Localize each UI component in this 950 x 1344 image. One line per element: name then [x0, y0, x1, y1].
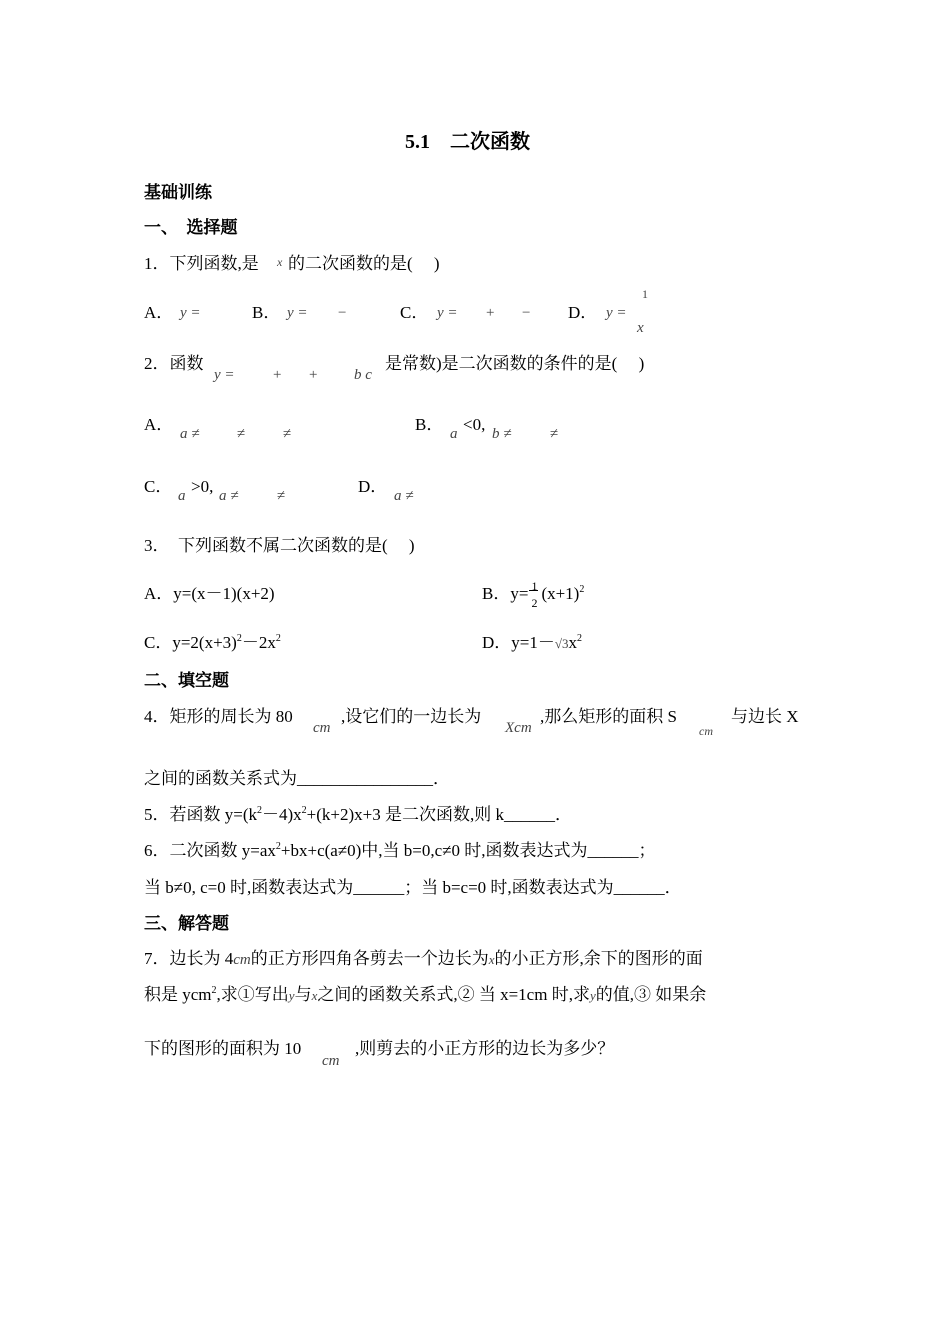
- q4-s3: ,那么矩形的面积 S: [540, 707, 677, 726]
- q1-option-b-math: y =: [287, 305, 308, 321]
- q1-option-d-numerator: 1: [642, 287, 648, 301]
- q2-option-b-m1: b ≠: [492, 426, 512, 442]
- fraction-bar: [529, 590, 538, 591]
- q7-l1-var: x: [488, 952, 495, 967]
- q6-sq: 2: [275, 841, 281, 852]
- part-heading-answer: 三、解答题: [144, 914, 229, 933]
- q7-l2-a: 积是 ycm: [144, 985, 212, 1004]
- q6-line2: 当 b≠0, c=0 时,函数表达式为______；当 b=c=0 时,函数表达式为______．: [144, 878, 682, 897]
- q3-option-c-mid: －2x: [241, 633, 276, 652]
- sqrt-3: √3: [554, 636, 569, 651]
- q7-l1-c: 的小正方形,余下的图形的面: [494, 949, 703, 968]
- q5-sq1: 2: [257, 805, 262, 816]
- q7-l2-x: x: [311, 988, 318, 1003]
- q7-l2-sq: 2: [211, 985, 217, 996]
- q7-l2-b: ,求①写出: [216, 985, 289, 1004]
- q1-option-b-label: B．: [252, 303, 281, 322]
- q5-sq2: 2: [301, 805, 307, 816]
- q5-mid2: +(k+2)x+3 是二次函数,则 k______．: [306, 805, 573, 824]
- q1-option-c-math: y =: [437, 305, 458, 321]
- q3-option-a: A．y=(x－1)(x+2): [144, 584, 275, 603]
- q6-post: +bx+c(a≠0)中,当 b=0,c≠0 时,函数表达式为______；: [280, 841, 656, 860]
- q4-var: Xcm: [505, 720, 532, 736]
- q2-vars: b c: [354, 367, 372, 383]
- q1-var: x: [277, 255, 283, 269]
- q6-pre: 6．二次函数 y=ax: [144, 841, 276, 860]
- q7-l3-a: 下的图形的面积为 10: [144, 1039, 302, 1058]
- q3-option-b-fraction: [528, 579, 541, 610]
- q7-l2-c: 与: [294, 985, 312, 1004]
- q3-option-c-pre: C．y=2(x+3): [144, 633, 237, 652]
- q2-stem: 2．函数: [144, 354, 204, 373]
- q1-option-d-label: D．: [568, 303, 598, 322]
- q2-option-c-a: a: [178, 488, 186, 504]
- part-heading-fill: 二、填空题: [144, 671, 229, 690]
- q1-option-c-label: C．: [400, 303, 429, 322]
- q1-option-a-label: A．: [144, 303, 174, 322]
- q3-option-c-sq1: 2: [236, 633, 242, 644]
- q1-stem-end: 的二次函数的是( ): [288, 254, 440, 273]
- q3-option-d-pre: D．y=1－: [482, 633, 555, 652]
- part-heading-choice: 一、 选择题: [144, 218, 238, 237]
- q2-option-a-m1: a ≠: [180, 426, 200, 442]
- question-5: [144, 805, 572, 825]
- q2-option-b-text: <0,: [463, 415, 486, 434]
- q7-l2-y2: y: [589, 988, 596, 1003]
- q2-math: y =: [214, 367, 235, 383]
- q2-option-c-m1: a ≠: [219, 488, 239, 504]
- q2-option-a-label: A．: [144, 415, 174, 434]
- q3-option-b-num: 1: [531, 579, 538, 593]
- q7-l2-e: 的值,③ 如果余: [595, 985, 707, 1004]
- q2-option-d-label: D．: [358, 477, 388, 496]
- q1-option-c-op2: −: [522, 305, 531, 321]
- q7-l3-unit: cm: [322, 1053, 340, 1069]
- q2-op1: +: [273, 367, 282, 383]
- q7-l1-unit: cm: [233, 952, 251, 968]
- q2-option-a-m2: ≠: [237, 426, 246, 442]
- q2-option-b-m2: ≠: [550, 426, 559, 442]
- q7-line2: [144, 985, 706, 1006]
- q3-option-d-post: x: [568, 633, 578, 652]
- q5-mid1: －4)x: [262, 805, 302, 824]
- q4-line2: 之间的函数关系式为________________．: [144, 769, 450, 788]
- q3-stem: 3． 下列函数不属二次函数的是( ): [144, 536, 415, 555]
- q2-option-a-m3: ≠: [283, 426, 292, 442]
- q3-option-d-sq: 2: [577, 633, 583, 644]
- q5-pre: 5．若函数 y=(k: [144, 805, 257, 824]
- q3-option-b-sq: 2: [579, 584, 585, 595]
- q1-option-b-op: −: [338, 305, 347, 321]
- q4-s1: 4．矩形的周长为 80: [144, 707, 293, 726]
- q2-stem-end: 是常数)是二次函数的条件的是( ): [385, 354, 645, 373]
- q3-option-c: [144, 633, 281, 653]
- q3-option-c-sq2: 2: [275, 633, 281, 644]
- q1-stem: 1．下列函数,是: [144, 254, 259, 273]
- q3-option-b: [482, 579, 585, 610]
- q2-option-c-label: C．: [144, 477, 173, 496]
- q2-option-d-m1: a ≠: [394, 488, 414, 504]
- q2-option-b-a: a: [450, 426, 458, 442]
- q1-option-d-denominator: x: [637, 320, 644, 336]
- q7-l2-y: y: [288, 988, 295, 1003]
- q7-l1-b: 的正方形四角各剪去一个边长为: [250, 949, 489, 968]
- page-title: 5.1 二次函数: [405, 131, 530, 153]
- q4-s4: 与边长 X: [731, 707, 799, 726]
- q3-option-b-post: (x+1): [541, 584, 580, 603]
- question-6: [144, 841, 656, 861]
- q7-l1-a: 7．边长为 4: [144, 949, 234, 968]
- q1-option-c-op1: +: [486, 305, 495, 321]
- q2-option-c-m2: ≠: [277, 488, 286, 504]
- q2-option-c-text: >0,: [191, 477, 214, 496]
- q7-l3-b: ,则剪去的小正方形的边长为多少？: [355, 1039, 615, 1058]
- q3-option-b-den: 2: [531, 596, 538, 610]
- q1-option-d-math: y =: [606, 305, 627, 321]
- q3-option-b-pre: B．y=: [482, 584, 529, 603]
- q2-op2: +: [309, 367, 318, 383]
- q1-option-a-math: y =: [180, 305, 201, 321]
- q7-line1: [144, 949, 703, 970]
- q4-unit1: cm: [313, 720, 331, 736]
- q3-option-d: [482, 633, 582, 654]
- section-basic-training: 基础训练: [144, 183, 212, 202]
- q4-unit2: cm: [699, 724, 713, 738]
- q4-s2: ,设它们的一边长为: [341, 707, 482, 726]
- q7-l2-d: 之间的函数关系式,② 当 x=1cm 时,求: [317, 985, 590, 1004]
- q2-option-b-label: B．: [415, 415, 444, 434]
